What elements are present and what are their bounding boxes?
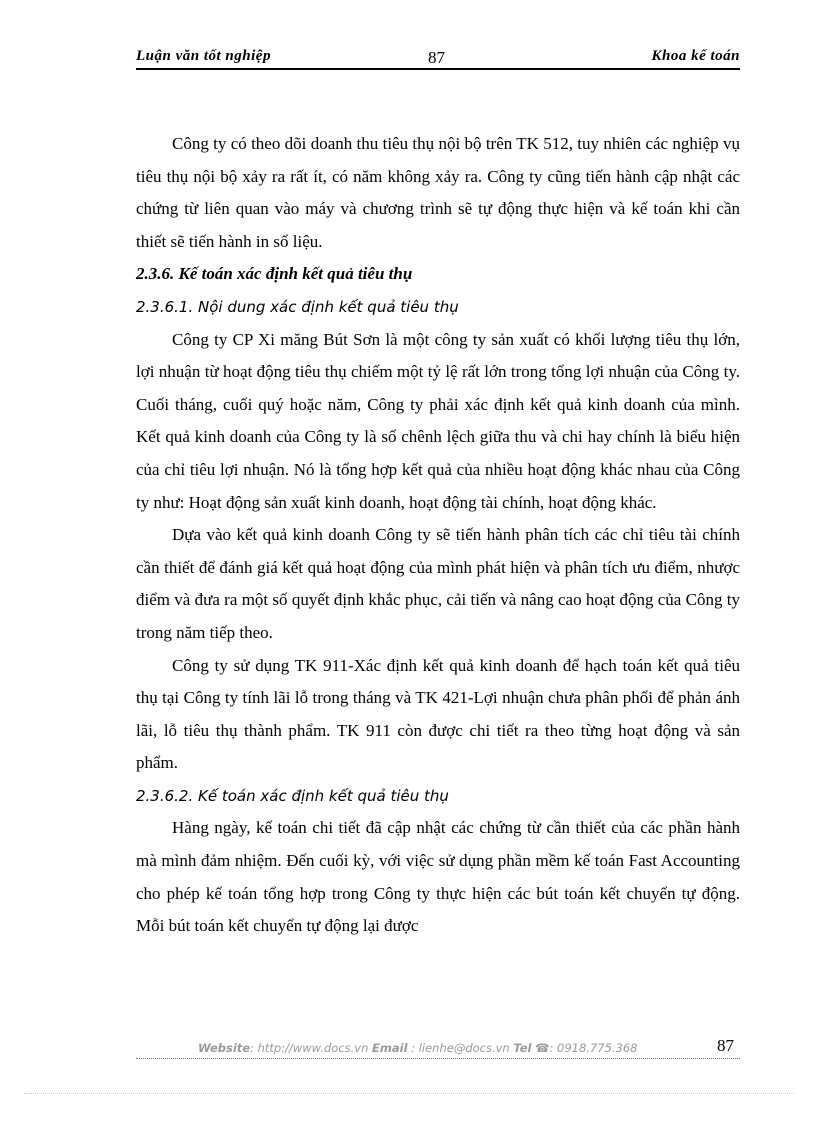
paragraph-daily-entries: Hàng ngày, kế toán chi tiết đã cập nhật các chứng từ cần thiết của các phần hành mà mình đảm nhiệm. Đến cuối kỳ, với việc sử dụng phần mềm kế toán Fast Accounting cho phép kế toán tổng hợp trong Công ty thực hiện các bút toán kết chuyển tự động. Mỗi bút toán kết chuyển tự động lại được: [136, 818, 740, 936]
phone-icon: ☎: [535, 1041, 550, 1055]
subsection-heading-content: 2.3.6.1. Nội dung xác định kết quả tiêu thụ: [136, 297, 459, 316]
footer-page-number: 87: [717, 1036, 734, 1055]
section-heading: 2.3.6. Kế toán xác định kết quả tiêu thụ: [136, 264, 413, 284]
subsection-heading-accounting: 2.3.6.2. Kế toán xác định kết quả tiêu thụ: [136, 786, 449, 805]
tel-value: : 0918.775.368: [549, 1041, 638, 1055]
paragraph-accounts: Công ty sử dụng TK 911-Xác định kết quả kinh doanh để hạch toán kết quả tiêu thụ tại Công ty tính lãi lỗ trong tháng và TK 421-Lợi nhuận chưa phân phối để phản ánh lãi, lỗ tiêu thụ thành phẩm. TK 911 còn được chi tiết ra theo từng hoạt động và sản phẩm.: [136, 655, 740, 773]
header-page-number: 87: [428, 48, 445, 67]
page-footer: [136, 1036, 740, 1059]
email-label: Email: [372, 1041, 408, 1055]
page-body: [136, 128, 740, 943]
footer-contact: [198, 1041, 638, 1055]
paragraph-company-overview: Công ty CP Xi măng Bút Sơn là một công ty sản xuất có khối lượng tiêu thụ lớn, lợi nhuận từ hoạt động tiêu thụ chiếm một tỷ lệ rất lớn trong tổng lợi nhuận của Công ty. Cuối tháng, cuối quý hoặc năm, Công ty phải xác định kết quả kinh doanh của mình. Kết quả kinh doanh của Công ty là số chênh lệch giữa thu và chi hay chính là biểu hiện của chỉ tiêu lợi nhuận. Nó là tổng hợp kết quả của nhiều hoạt động khác nhau của Công ty như: Hoạt động sản xuất kinh doanh, hoạt động tài chính, hoạt động khác.: [136, 329, 740, 512]
website-label: Website: [198, 1041, 251, 1055]
paragraph-internal-revenue: Công ty có theo dõi doanh thu tiêu thụ nội bộ trên TK 512, tuy nhiên các nghiệp vụ tiêu thụ nội bộ xảy ra rất ít, có năm không xảy ra. Công ty cũng tiến hành cập nhật các chứng từ liên quan vào máy và chương trình sẽ tự động thực hiện và kế toán khi cần thiết sẽ tiến hành in số liệu.: [136, 134, 740, 251]
website-link[interactable]: : http://www.docs.vn: [250, 1041, 369, 1055]
header-thesis-title: Luận văn tốt nghiệp: [136, 48, 271, 64]
tel-label: Tel: [513, 1041, 532, 1055]
email-link[interactable]: : lienhe@docs.vn: [411, 1041, 510, 1055]
header-department: Khoa kế toán: [651, 48, 740, 64]
paragraph-analysis: Dựa vào kết quả kinh doanh Công ty sẽ tiến hành phân tích các chỉ tiêu tài chính cần thiết để đánh giá kết quả hoạt động của mình phát hiện và phân tích ưu điểm, nhược điểm và đưa ra một số quyết định khắc phục, cải tiến và nâng cao hoạt động của Công ty trong năm tiếp theo.: [136, 525, 740, 642]
page-bottom-divider: [24, 1093, 794, 1094]
page-header: [136, 46, 740, 70]
